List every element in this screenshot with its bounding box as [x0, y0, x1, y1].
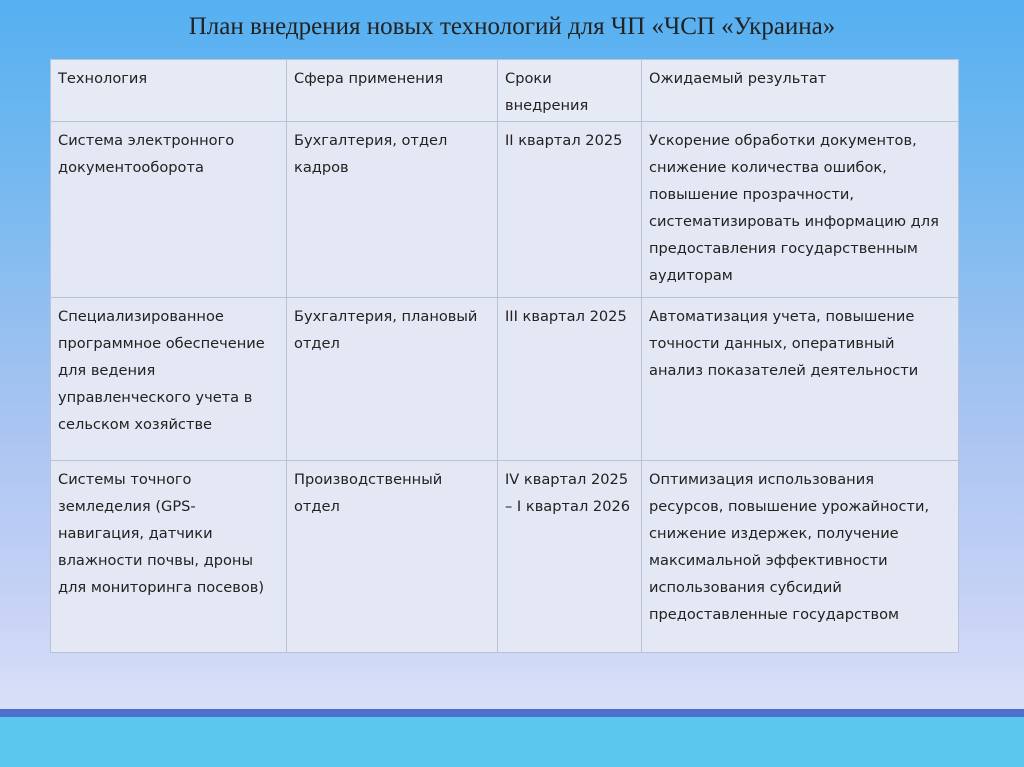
- footer-band: [0, 709, 1024, 767]
- cell-technology: Специализированное программное обеспечение для ведения управленческого учета в сельском хозяйстве: [51, 298, 287, 461]
- header-expected-result: Ожидаемый результат: [642, 60, 959, 122]
- slide-title: План внедрения новых технологий для ЧП «ЧСП «Украина»: [188, 13, 836, 40]
- cell-technology: Система электронного документооборота: [51, 122, 287, 298]
- cell-expected-result: Оптимизация использования ресурсов, повышение урожайности, снижение издержек, получение максимальной эффективности использования субсидий предоставленные государством: [642, 461, 959, 653]
- cell-application-area: Бухгалтерия, отдел кадров: [287, 122, 498, 298]
- cell-technology: Системы точного земледелия (GPS-навигация, датчики влажности почвы, дроны для мониторинга посевов): [51, 461, 287, 653]
- header-application-area: Сфера применения: [287, 60, 498, 122]
- table-header-row: [51, 60, 959, 122]
- header-technology: Технология: [51, 60, 287, 122]
- table-row: [51, 298, 959, 461]
- cell-application-area: Бухгалтерия, плановый отдел: [287, 298, 498, 461]
- footer-stripe: [0, 709, 1024, 717]
- cell-implementation-period: II квартал 2025: [498, 122, 642, 298]
- cell-application-area: Производственный отдел: [287, 461, 498, 653]
- table-row: [51, 461, 959, 653]
- header-implementation-period: Сроки внедрения: [498, 60, 642, 122]
- cell-expected-result: Автоматизация учета, повышение точности данных, оперативный анализ показателей деятельности: [642, 298, 959, 461]
- cell-implementation-period: IV квартал 2025 – I квартал 2026: [498, 461, 642, 653]
- table-row: [51, 122, 959, 298]
- technology-plan-table-container: [50, 59, 958, 653]
- cell-expected-result: Ускорение обработки документов, снижение количества ошибок, повышение прозрачности, систематизировать информацию для предоставления государственным аудиторам: [642, 122, 959, 298]
- cell-implementation-period: III квартал 2025: [498, 298, 642, 461]
- technology-plan-table: [50, 59, 959, 653]
